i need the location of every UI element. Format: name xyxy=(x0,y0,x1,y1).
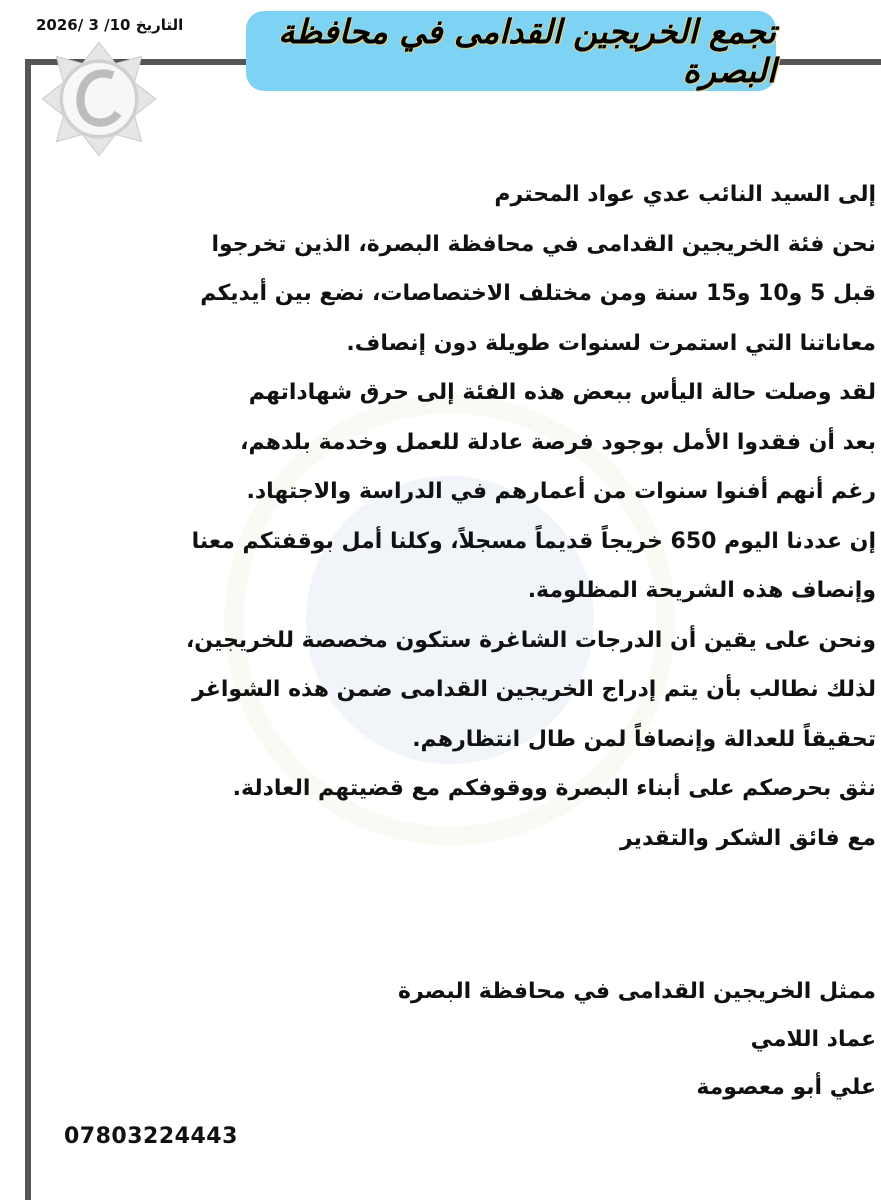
letter-line: إلى السيد النائب عدي عواد المحترم xyxy=(494,182,876,207)
header-banner xyxy=(246,11,776,91)
letter-line: تحقيقاً للعدالة وإنصافاً لمن طال انتظارهم. xyxy=(412,726,876,752)
letter-line: معاناتنا التي استمرت لسنوات طويلة دون إنصاف. xyxy=(346,330,876,356)
date-value: 2026/ 3 /10 xyxy=(36,16,131,34)
letter-line: بعد أن فقدوا الأمل بوجود فرصة عادلة للعمل وخدمة بلدهم، xyxy=(240,429,876,455)
letter-body xyxy=(26,170,876,863)
date-label: التاريخ xyxy=(135,16,184,34)
letter-line: نحن فئة الخريجين القدامى في محافظة البصرة، الذين تخرجوا xyxy=(211,231,876,257)
signature-name: علي أبو معصومة xyxy=(696,1075,876,1100)
letter-date xyxy=(36,16,183,34)
letter-line: قبل 5 و10 و15 سنة ومن مختلف الاختصاصات، نضع بين أيديكم xyxy=(200,281,876,306)
letter-line: نثق بحرصكم على أبناء البصرة ووقوفكم مع قضيتهم العادلة. xyxy=(232,776,876,801)
logo-icon xyxy=(40,40,158,158)
letter-line: لقد وصلت حالة اليأس ببعض هذه الفئة إلى حرق شهاداتهم xyxy=(248,380,876,405)
signature-name: عماد اللامي xyxy=(750,1027,876,1052)
signature-role: ممثل الخريجين القدامى في محافظة البصرة xyxy=(398,979,876,1004)
letter-line: وإنصاف هذه الشريحة المظلومة. xyxy=(527,578,876,603)
banner-title: تجمع الخريجين القدامى في محافظة البصرة xyxy=(278,12,776,90)
phone-number: 07803224443 xyxy=(64,1124,238,1149)
letter-line: إن عددنا اليوم 650 خريجاً قديماً مسجلاً، وكلنا أمل بوقفتكم معنا xyxy=(191,528,876,554)
letter-line: لذلك نطالب بأن يتم إدراج الخريجين القدامى ضمن هذه الشواغر xyxy=(192,677,876,702)
letter-line: ونحن على يقين أن الدرجات الشاغرة ستكون مخصصة للخريجين، xyxy=(185,627,876,653)
letter-line: رغم أنهم أفنوا سنوات من أعمارهم في الدراسة والاجتهاد. xyxy=(246,479,876,504)
signature-block xyxy=(398,968,876,1112)
letter-line: مع فائق الشكر والتقدير xyxy=(620,825,876,851)
